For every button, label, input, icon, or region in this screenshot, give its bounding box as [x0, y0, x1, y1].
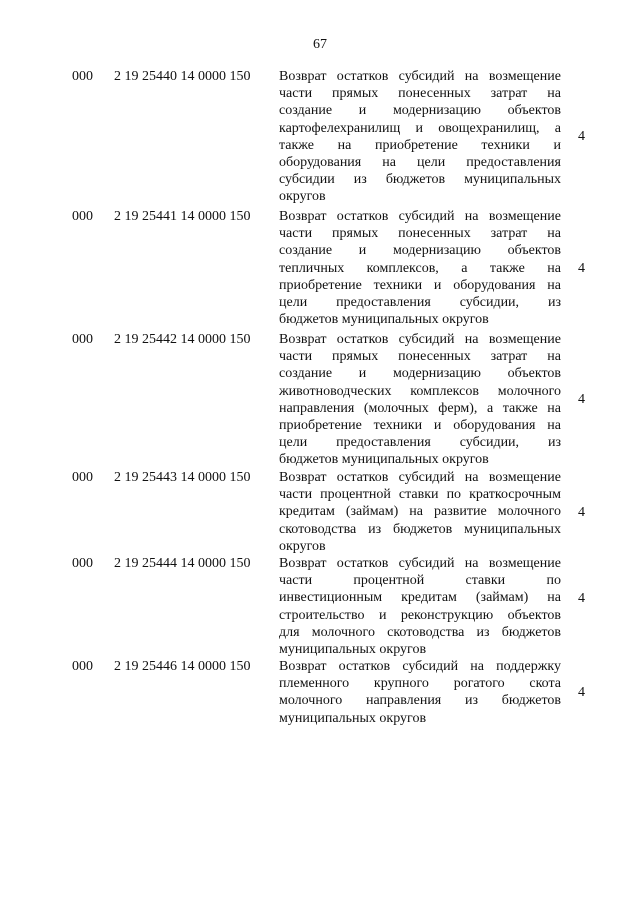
admin-code: 000 [72, 556, 93, 571]
revenue-name-line: строительство и реконструкцию объектов [279, 607, 561, 623]
revenue-name-line: Возврат остатков субсидий на возмещение [279, 209, 561, 224]
budget-classification-code: 2 19 25444 14 0000 150 [114, 556, 251, 571]
revenue-name [279, 208, 561, 328]
revenue-name-line: Возврат остатков субсидий на возмещение [279, 470, 561, 485]
revenue-name-line: субсидии из бюджетов муниципальных [279, 172, 561, 188]
budget-classification-code: 2 19 25442 14 0000 150 [114, 332, 251, 347]
budget-classification-code: 2 19 25446 14 0000 150 [114, 659, 251, 674]
revenue-name-line: округов [279, 538, 326, 554]
revenue-name-line: приобретение техники и оборудования на [279, 418, 561, 434]
revenue-name-line: цели предоставления субсидии, из [279, 295, 561, 311]
revenue-name-line: части процентной ставки по краткосрочным [279, 487, 561, 503]
column-value: 4 [578, 505, 585, 520]
admin-code: 000 [72, 659, 93, 674]
revenue-name-line: части прямых понесенных затрат на [279, 86, 561, 102]
revenue-name-line: тепличных комплексов, а также на [279, 260, 561, 276]
revenue-name-line: скотоводства из бюджетов муниципальных [279, 521, 561, 537]
admin-code: 000 [72, 69, 93, 84]
revenue-name-line: племенного крупного рогатого скота [279, 676, 561, 692]
revenue-name-line: для молочного скотоводства из бюджетов [279, 624, 561, 640]
revenue-name-line: бюджетов муниципальных округов [279, 452, 489, 468]
revenue-name-line: картофелехранилищ и овощехранилищ, а [279, 120, 561, 136]
admin-code: 000 [72, 332, 93, 347]
revenue-name-line: цели предоставления субсидии, из [279, 435, 561, 451]
revenue-name-line: муниципальных округов [279, 642, 427, 658]
revenue-name-line: молочного направления из бюджетов [279, 693, 561, 709]
revenue-name [279, 331, 561, 469]
revenue-name-line: муниципальных округов [279, 710, 427, 726]
revenue-name-line: Возврат остатков субсидий на возмещение [279, 69, 561, 84]
revenue-name-line: создание и модернизацию объектов [279, 366, 561, 382]
revenue-name-line: Возврат остатков субсидий на возмещение [279, 332, 561, 347]
revenue-name-line: инвестиционным кредитам (займам) на [279, 590, 561, 606]
revenue-name-line: части процентной ставки по [279, 573, 561, 589]
column-value: 4 [578, 261, 585, 276]
admin-code: 000 [72, 209, 93, 224]
admin-code: 000 [72, 470, 93, 485]
revenue-name-line: бюджетов муниципальных округов [279, 312, 489, 328]
budget-classification-code: 2 19 25443 14 0000 150 [114, 470, 251, 485]
page-number: 67 [313, 37, 327, 52]
revenue-name-line: Возврат остатков субсидий на возмещение [279, 556, 561, 571]
revenue-name [279, 469, 561, 555]
revenue-name-line: создание и модернизацию объектов [279, 103, 561, 119]
column-value: 4 [578, 685, 585, 700]
revenue-name-line: направления (молочных ферм), а также на [279, 400, 561, 416]
revenue-name-line: Возврат остатков субсидий на поддержку [279, 659, 561, 674]
revenue-name-line: приобретение техники и оборудования на [279, 277, 561, 293]
budget-classification-code: 2 19 25441 14 0000 150 [114, 209, 251, 224]
revenue-name [279, 658, 561, 727]
revenue-name-line: округов [279, 189, 326, 205]
revenue-name-line: также на приобретение техники и [279, 137, 561, 153]
revenue-name-line: части прямых понесенных затрат на [279, 349, 561, 365]
revenue-name-line: части прямых понесенных затрат на [279, 226, 561, 242]
revenue-name-line: создание и модернизацию объектов [279, 243, 561, 259]
column-value: 4 [578, 129, 585, 144]
revenue-name-line: кредитам (займам) на развитие молочного [279, 504, 561, 520]
revenue-name [279, 555, 561, 658]
revenue-name-line: оборудования на цели предоставления [279, 155, 561, 171]
revenue-name-line: животноводческих комплексов молочного [279, 383, 561, 399]
column-value: 4 [578, 591, 585, 606]
revenue-name [279, 68, 561, 206]
budget-classification-code: 2 19 25440 14 0000 150 [114, 69, 251, 84]
column-value: 4 [578, 392, 585, 407]
